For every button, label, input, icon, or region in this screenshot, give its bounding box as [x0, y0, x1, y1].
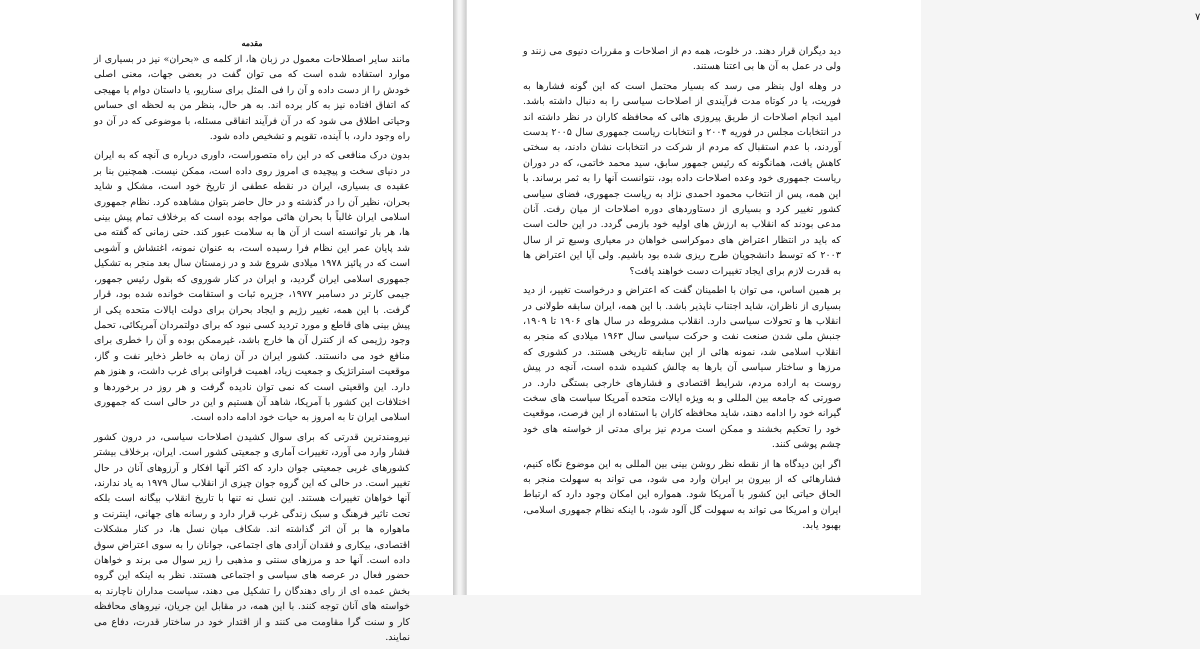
left-page: [0, 0, 454, 644]
right-page-body: [523, 44, 841, 538]
left-page-body: [94, 52, 410, 649]
paragraph: اگر این دیدگاه ها از نقطه نظر روشن بینی بین المللی به این موضوع نگاه کنیم، فشارهائی که از بیرون بر ایران وارد می شود، می تواند به سهولت منجر به الحاق حیاتی این کشور با آمریکا شود. همواره این امکان وجود دارد که ارتباط ایران و امریکا می تواند به سهولت گل آلود شود، با اینکه نظام جمهوری اسلامی، بهبود یابد.: [523, 458, 841, 532]
page-number: ۷: [1195, 12, 1200, 23]
paragraph: مانند سایر اصطلاحات معمول در زبان ها، از کلمه ی «بحران» نیز در بسیاری از موارد استفاده شده است که می توان گفت در بعضی جهات، معنی اصلی خودش را از دست داده و آن را فی المثل برای سناریو، یا داستان دوام یا مهیجی که اتفاق افتاده نیز به کار برده اند. به هر حال، بنظر من به لحظه ای حساس وحیاتی اطلاق می شود که در آن فرآیند اتفاقی مسئله، با موضوعی که در آن دو راه وجود دارد، با آینده، تقویم و تشخیص داده شود.: [94, 54, 410, 143]
paragraph: در وهله اول بنظر می رسد که بسیار محتمل است که این گونه فشارها به فوریت، یا در کوتاه مدت فرآیندی از اصلاحات سیاسی را به دنبال داشته باشد. امید انجام اصلاحات از طریق پیروزی هائی که محافظه کاران در نظر داشته اند در انتخابات مجلس در فوریه ۲۰۰۴ و انتخابات ریاست جمهوری سال ۲۰۰۵ بدست آوردند، با عدم استقبال که مردم از شرکت در انتخابات نشان دادند، به سختی کاهش یافت، همانگونه که رئیس جمهور سابق، سید محمد خاتمی، که در دوران ریاست جمهوری خود وعده اصلاحات داده بود، نتوانست آنها را به ثمر برساند. با این همه، پس از انتخاب محمود احمدی نژاد به ریاست جمهوری، فضای سیاسی کشور تغییر کرد و بسیاری از دستاوردهای دوره اصلاحات از میان رفت. آنان مدعی بودند که انقلاب به ارزش های اولیه خود بازمی گردد. در این حالت است که باید در انتظار اعتراض های دموکراسی خواهان در معیاری وسیع تر از سال ۲۰۰۳ که توسط دانشجویان طرح ریزی شده بود باشیم. ولی آیا این اعتراض ها به قدرت لازم برای ایجاد تغییرات دست خواهند یافت؟: [523, 80, 841, 277]
section-heading: مقدمه: [241, 38, 263, 48]
paragraph: بر همین اساس، می توان با اطمینان گفت که اعتراض و درخواست تغییر، از دید بسیاری از ناظران، شاید اجتناب ناپذیر باشد. با این همه، ایران سابقه طولانی در انقلاب ها و تحولات سیاسی دارد. انقلاب مشروطه در سال های ۱۹۰۶ تا ۱۹۰۹، جنبش ملی شدن صنعت نفت و حرکت سیاسی سال ۱۹۶۳ میلادی که منجر به انقلاب اسلامی شد، نمونه هائی از این سابقه تاریخی هستند. در کشوری که مرزها و ساختار سیاسی آن بارها به چالش کشیده شده است، آنچه در پیش روست به اراده مردم، شرایط اقتصادی و فشارهای خارجی بستگی دارد. در صورتی که جامعه بین المللی و به ویژه ایالات متحده آمریکا سیاست های سخت گیرانه خود را ادامه دهند، شاید محافظه کاران با استفاده از این فرصت، موقعیت خود را تحکیم بخشند و ممکن است مردم نیز برای مدتی از خواسته های خود چشم پوشی کنند.: [523, 285, 841, 451]
paragraph: دید دیگران قرار دهند. در خلوت، همه دم از اصلاحات و مقررات دنیوی می زنند و ولی در عمل به آن ها بی اعتنا هستند.: [523, 46, 841, 73]
right-page: [466, 0, 1200, 595]
paragraph: نیرومندترین قدرتی که برای سوال کشیدن اصلاحات سیاسی، در درون کشور فشار وارد می آورد، تغییرات آماری و جمعیتی کشور است. ایران، برخلاف بیشتر کشورهای غربی جمعیتی جوان دارد که اکثر آنها افکار و آرزوهای آنان در حال تغییر است. در حالی که این گروه جوان چیزی از انقلاب سال ۱۹۷۹ به یاد ندارند، آنها خواهان تغییرات هستند. این نسل نه تنها با تاریخ انقلاب بیگانه است بلکه تحت تاثیر فرهنگ و سبک زندگی غرب قرار دارد و رسانه های جهانی، اینترنت و ماهواره ها بر آن اثر گذاشته اند. شکاف میان نسل ها، در کنار مشکلات اقتصادی، بیکاری و فقدان آزادی های اجتماعی، جوانان را به سوی اعتراض سوق داده است. آنها حد و مرزهای سنتی و مذهبی را زیر سوال می برند و خواهان حضور فعال در عرصه های سیاسی و اجتماعی هستند. نظر به اینکه این گروه بخش عمده ای از رای دهندگان را تشکیل می دهند، سیاست مداران ناچارند به خواسته های آنان توجه کنند. با این همه، در مقابل این جریان، نیروهای محافظه کار و سنت گرا مقاومت می کنند و از اقتدار خود در ساختار قدرت، دفاع می نمایند.: [94, 431, 410, 644]
book-gutter: [453, 0, 466, 595]
paragraph: بدون درک منافعی که در این راه متصوراست، داوری درباره ی آنچه که به ایران در دنیای سخت و پیچیده ی امروز روی داده است، ممکن نیست. همچنین بنا بر عقیده ی بسیاری، ایران در نقطه عطفی از تاریخ خود است، مشکل و شاید بحران، نظیر آن را در گذشته و در حال حاضر بتوان مشاهده کرد. نظام جمهوری اسلامی ایران غالباً با بحران هائی مواجه بوده است که برخلاف تمام پیش بینی ها، هر بار توانسته است از آن ها به سلامت عبور کند. حتی زمانی که گفته می شد پایان عمر این نظام فرا رسیده است، به عنوان نمونه، اغتشاش و آشوبی است که در پائیز ۱۹۷۸ میلادی شروع شد و در زمستان سال بعد منجر به تشکیل جمهوری اسلامی ایران گردید، و ایران در کنار شوروی که بقول رئیس جمهور، جیمی کارتر در دسامبر ۱۹۷۷، جزیره ثبات و استقامت خوانده شده بود، قرار گرفت. با این همه، تغییر رژیم و ایجاد بحران برای دولت ایالات متحده یکی از پیش بینی های قاطع و مورد تردید کسی نبود که برای دولتمردان آمریکائی، تحمل وجود رژیمی که از کنترل آن ها خارج باشد، غیرممکن بوده و آن را خطری برای منافع خود می دانستند. کشور ایران در آن زمان به خاطر ذخایر نفت و گاز، موقعیت استراتژیک و جمعیت زیاد، اهمیت فراوانی برای غرب داشت، و هنوز هم دارد. این واقعیتی است که نمی توان نادیده گرفت و هر روز در برخوردها و اختلافات این کشور با آمریکا، شاهد آن هستیم و این در حالی است که جمهوری اسلامی ایران تا به امروز به حیات خود ادامه داده است.: [94, 150, 411, 424]
